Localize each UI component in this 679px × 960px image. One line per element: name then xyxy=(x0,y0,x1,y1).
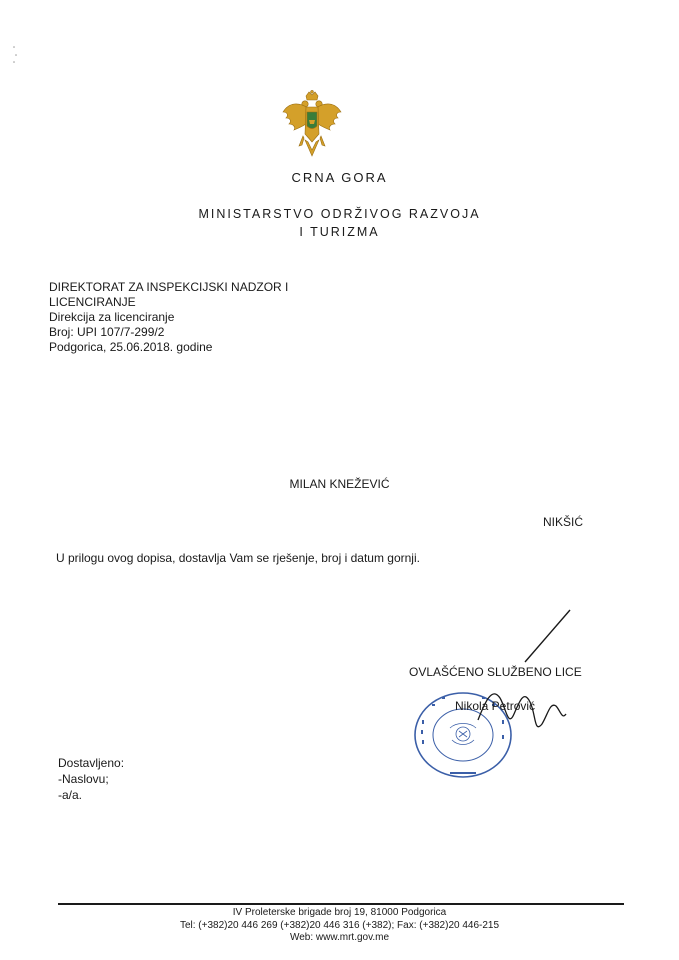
sender-line-5: Podgorica, 25.06.2018. godine xyxy=(49,340,213,354)
sender-block xyxy=(49,280,288,355)
delivered-label: Dostavljeno: xyxy=(58,756,125,770)
ministry-line-1: MINISTARSTVO ODRŽIVOG RAZVOJA xyxy=(198,207,481,221)
delivered-item-2: -a/a. xyxy=(58,788,83,802)
ministry-name xyxy=(0,205,679,241)
footer-phones: Tel: (+382)20 446 269 (+382)20 446 316 (+382); Fax: (+382)20 446-215 xyxy=(179,919,500,931)
signatory-name: Nikola Petrović xyxy=(455,699,536,713)
scan-mark xyxy=(12,45,18,65)
sender-line-2: LICENCIRANJE xyxy=(49,295,136,309)
footer-address: IV Proleterske brigade broj 19, 81000 Podgorica xyxy=(232,907,447,918)
sender-line-3: Direkcija za licenciranje xyxy=(49,310,175,324)
delivered-item-1: -Naslovu; xyxy=(58,772,109,786)
delivered-list xyxy=(58,755,124,803)
coat-of-arms-icon xyxy=(281,90,343,162)
sender-line-4: Broj: UPI 107/7-299/2 xyxy=(49,325,165,339)
body-text: U prilogu ovog dopisa, dostavlja Vam se rješenje, broj i datum gornji. xyxy=(56,551,420,565)
signatory-title: OVLAŠĆENO SLUŽBENO LICE xyxy=(409,665,582,679)
recipient-name: MILAN KNEŽEVIĆ xyxy=(289,477,390,491)
ministry-line-2: I TURIZMA xyxy=(299,225,380,239)
sender-line-1: DIREKTORAT ZA INSPEKCIJSKI NADZOR I xyxy=(49,280,289,294)
footer-web: Web: www.mrt.gov.me xyxy=(289,932,390,943)
footer-divider xyxy=(58,903,624,905)
country-name: CRNA GORA xyxy=(291,170,388,185)
footer xyxy=(0,907,679,945)
recipient-city: NIKŠIĆ xyxy=(543,515,584,529)
